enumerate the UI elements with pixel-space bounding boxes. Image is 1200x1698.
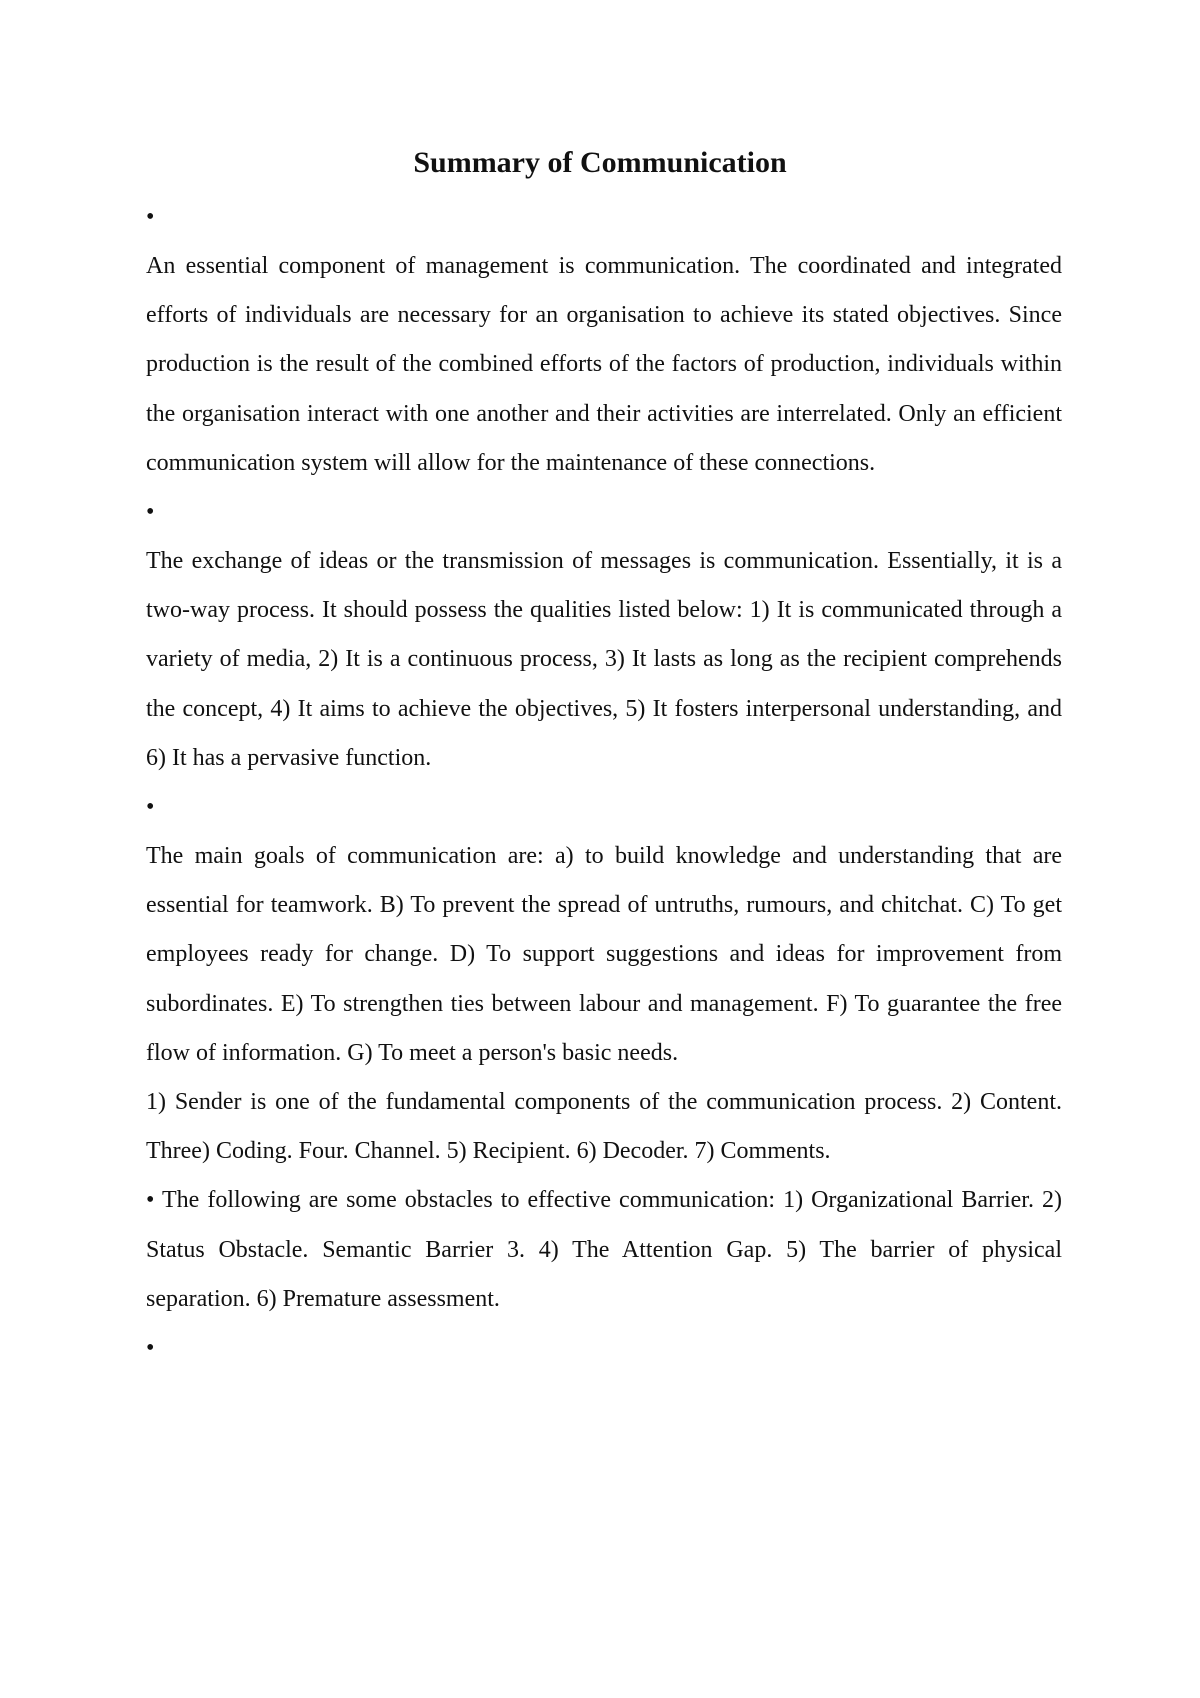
paragraph-importance: An essential component of management is communication. The coordinated and integrated efforts of individuals are necessary for an organisation to achieve its stated objectives. Since production is the result of the combined efforts of the factors of production, individuals within the organisation interact with one another and their activities are interrelated. Only an efficient communication system will allow for the maintenance of these connections.: [146, 253, 1062, 476]
paragraph-barriers: • The following are some obstacles to effective communication: 1) Organizational Barrier. 2) Status Obstacle. Semantic Barrier 3. 4) The Attention Gap. 5) The barrier of physical separation. 6) Premature assessment.: [146, 1187, 1062, 1312]
paragraph-components: 1) Sender is one of the fundamental components of the communication process. 2) Content. Three) Coding. Four. Channel. 5) Recipient. 6) Decoder. 7) Comments.: [146, 1089, 1062, 1165]
document-body: [146, 193, 1062, 1373]
document-title: Summary of Communication: [413, 146, 787, 179]
bullet-marker: •: [146, 1335, 155, 1362]
paragraph-goals: The main goals of communication are: a) to build knowledge and understanding that are essential for teamwork. B) To prevent the spread of untruths, rumours, and chitchat. C) To get employees ready for change. D) To support suggestions and ideas for improvement from subordinates. E) To strengthen ties between labour and management. F) To guarantee the free flow of information. G) To meet a person's basic needs.: [146, 843, 1062, 1066]
paragraph-definition: The exchange of ideas or the transmission of messages is communication. Essentially, it is a two-way process. It should possess the qualities listed below: 1) It is communicated through a variety of media, 2) It is a continuous process, 3) It lasts as long as the recipient comprehends the concept, 4) It aims to achieve the objectives, 5) It fosters interpersonal understanding, and 6) It has a pervasive function.: [146, 548, 1062, 771]
bullet-marker: •: [146, 499, 155, 526]
bullet-marker: •: [146, 794, 155, 821]
bullet-marker: •: [146, 204, 155, 230]
